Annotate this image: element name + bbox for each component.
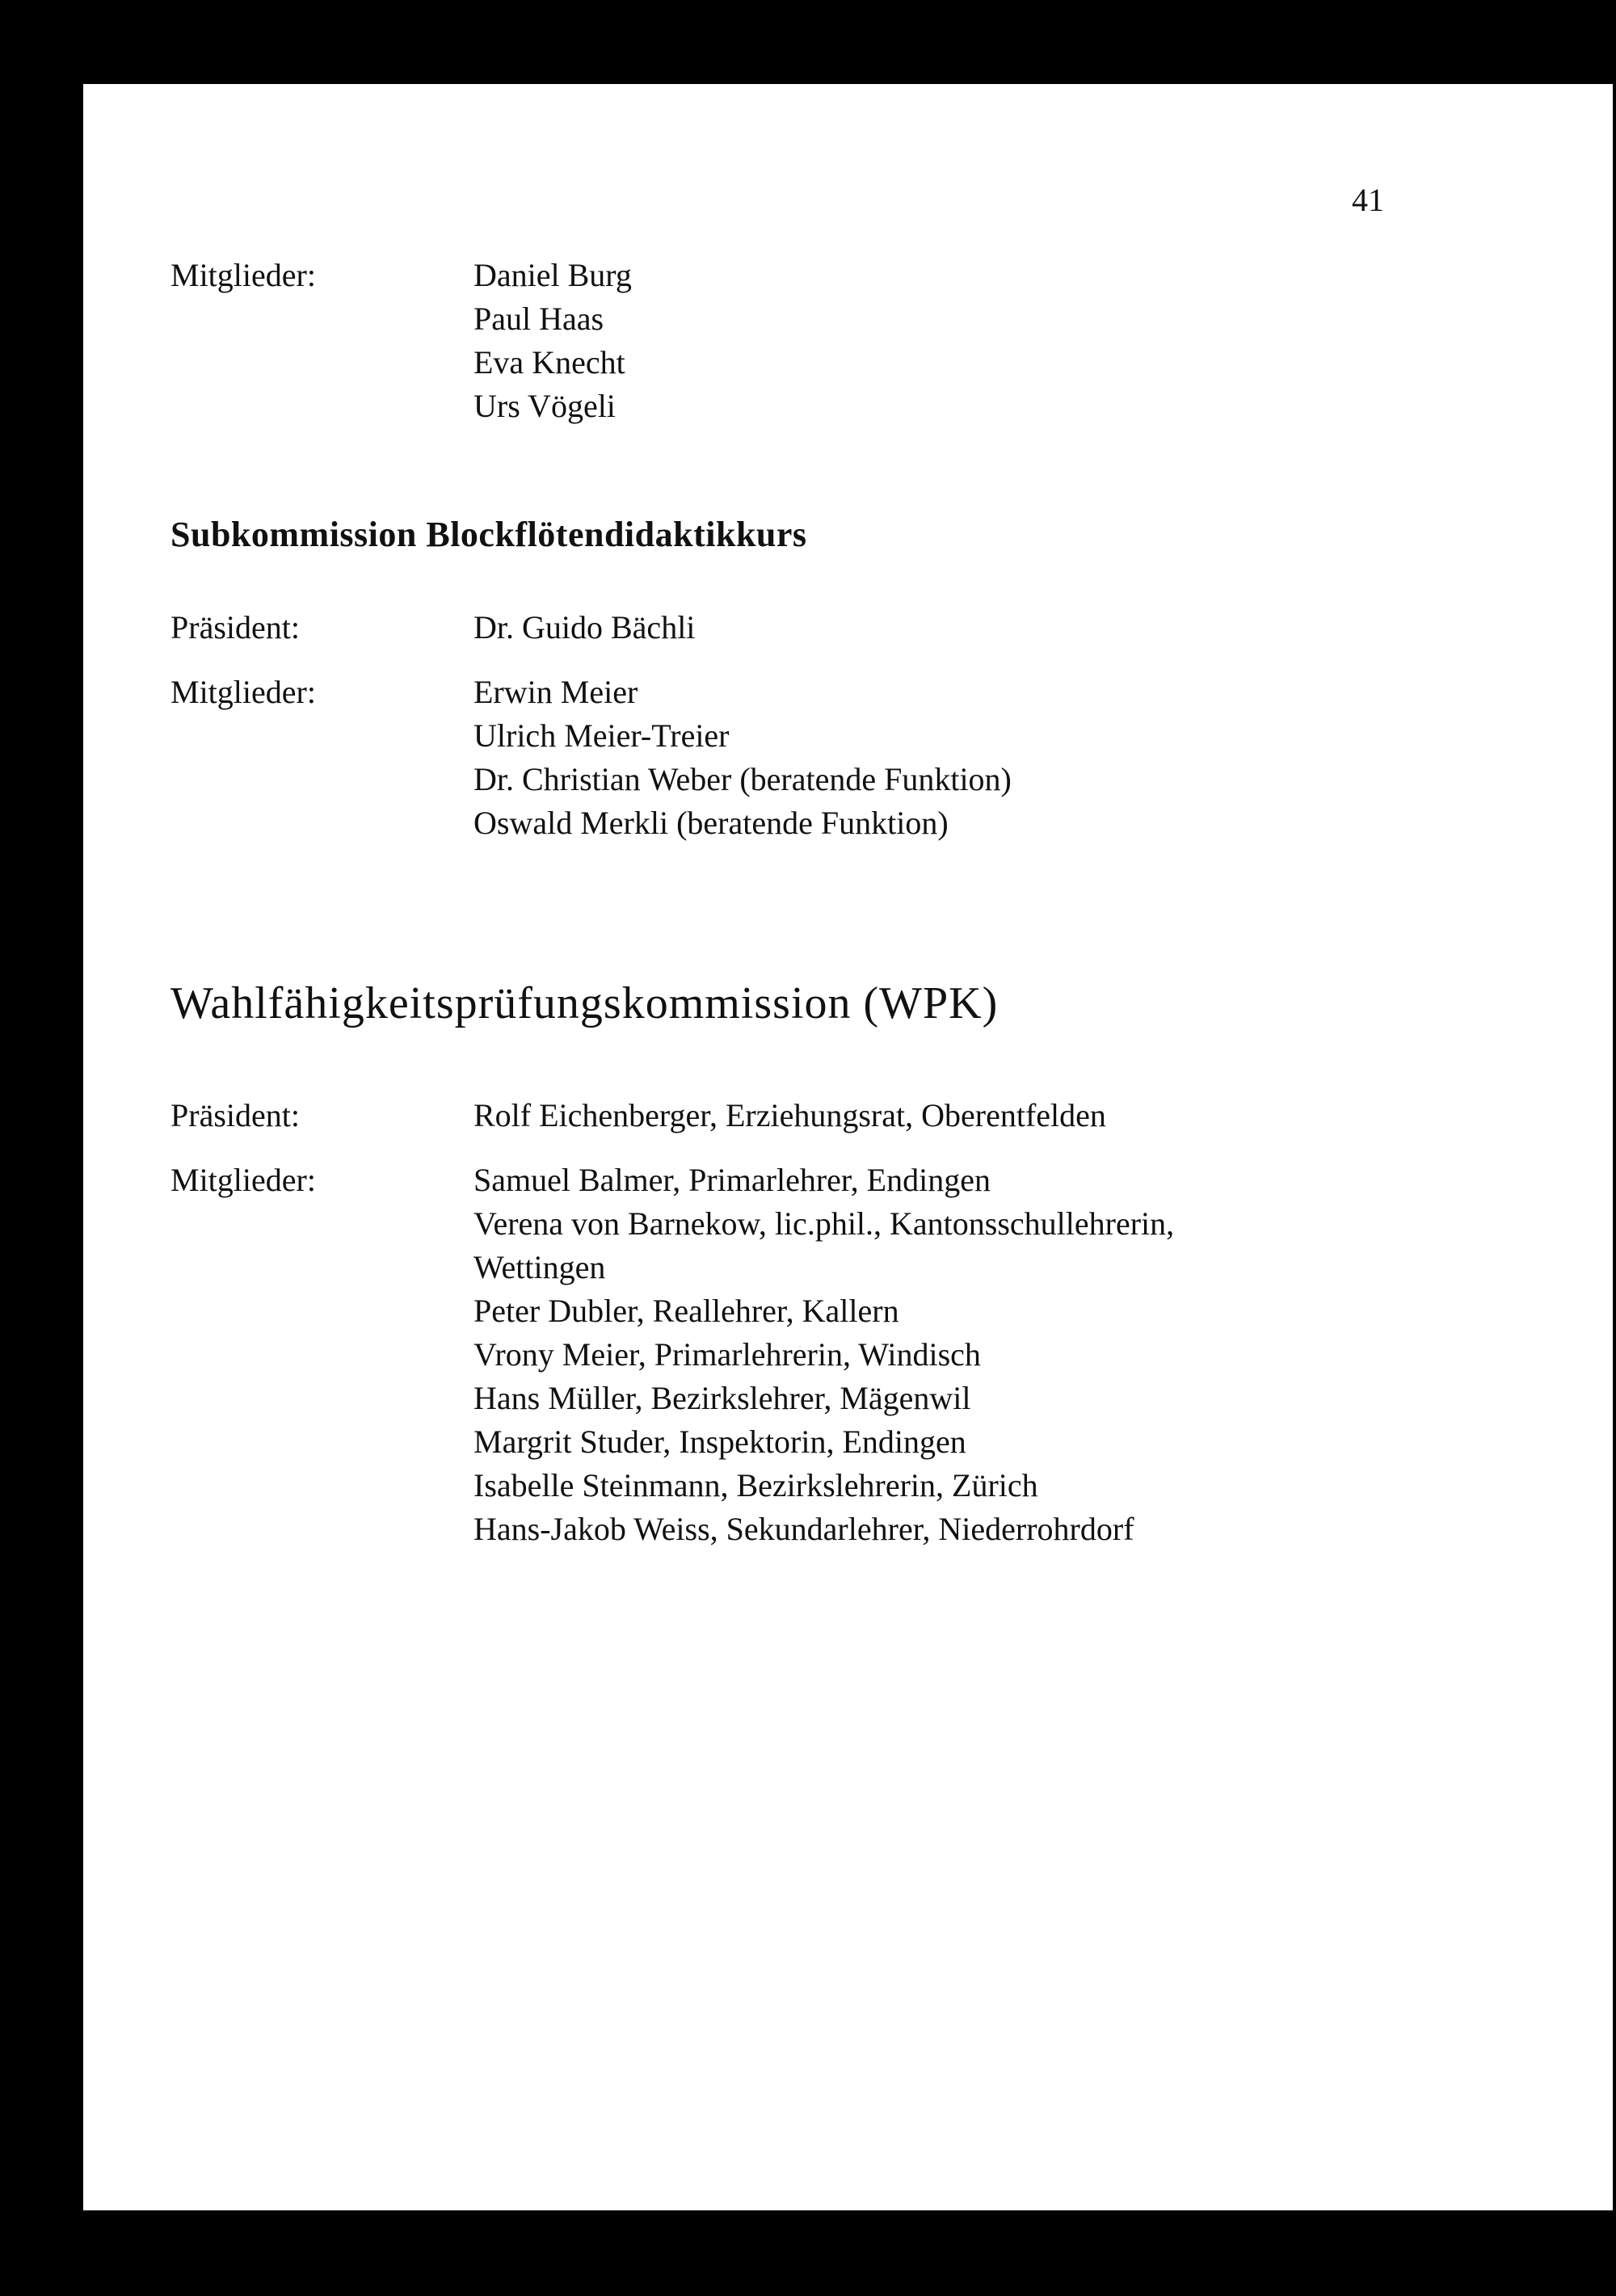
- member-name: Isabelle Steinmann, Bezirkslehrerin, Zürich: [473, 1467, 1038, 1503]
- member-name: Samuel Balmer, Primarlehrer, Endingen: [473, 1162, 991, 1198]
- member-name: Dr. Christian Weber (beratende Funktion): [473, 761, 1012, 797]
- members-list: [473, 254, 632, 428]
- member-name: Oswald Merkli (beratende Funktion): [473, 805, 949, 841]
- member-name: Vrony Meier, Primarlehrerin, Windisch: [473, 1336, 981, 1373]
- page-number: 41: [1352, 182, 1384, 218]
- president-name: [473, 606, 695, 650]
- members-list: [473, 671, 1012, 845]
- member-name: Erwin Meier: [473, 674, 638, 710]
- member-name: Daniel Burg: [473, 257, 632, 293]
- members-label: Mitglieder:: [170, 257, 316, 293]
- member-name: Verena von Barnekow, lic.phil., Kantonsschullehrerin,: [473, 1205, 1175, 1242]
- section-heading-wpk: Wahlfähigkeitsprüfungskommission (WPK): [170, 978, 999, 1028]
- president-name: [473, 1094, 1106, 1137]
- section-heading-subkommission: Subkommission Blockflötendidaktikkurs: [170, 515, 807, 554]
- member-name: Ulrich Meier-Treier: [473, 717, 730, 754]
- members-list: [473, 1159, 1174, 1551]
- members-label: Mitglieder:: [170, 1162, 316, 1198]
- member-name: Peter Dubler, Reallehrer, Kallern: [473, 1293, 899, 1329]
- members-label: Mitglieder:: [170, 674, 316, 710]
- president-value: Dr. Guido Bächli: [473, 609, 696, 645]
- president-label: Präsident:: [170, 609, 300, 645]
- member-name: Wettingen: [473, 1249, 606, 1285]
- member-name: Hans-Jakob Weiss, Sekundarlehrer, Niederrohrdorf: [473, 1511, 1134, 1547]
- member-name: Urs Vögeli: [473, 388, 616, 424]
- member-name: Hans Müller, Bezirkslehrer, Mägenwil: [473, 1380, 971, 1416]
- document-page: [83, 84, 1613, 2210]
- president-value: Rolf Eichenberger, Erziehungsrat, Oberentfelden: [473, 1097, 1106, 1133]
- member-name: Eva Knecht: [473, 344, 625, 381]
- president-label: Präsident:: [170, 1097, 300, 1133]
- member-name: Paul Haas: [473, 301, 604, 337]
- member-name: Margrit Studer, Inspektorin, Endingen: [473, 1423, 966, 1460]
